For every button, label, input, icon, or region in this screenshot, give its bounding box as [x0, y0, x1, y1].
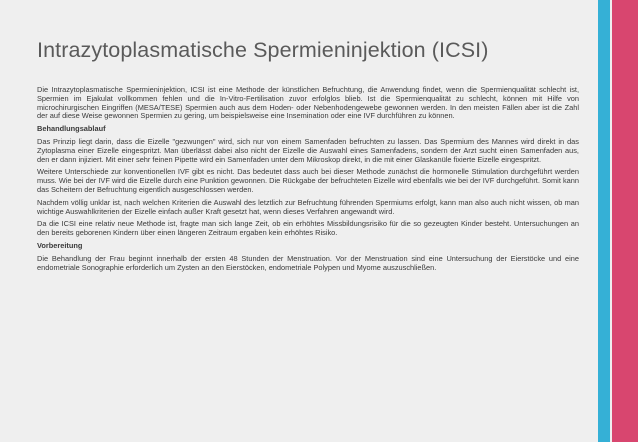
paragraph-preparation: Die Behandlung der Frau beginnt innerhalb der ersten 48 Stunden der Menstruation. Vor der Menstruation sind eine Untersuchung der Eierstöcke und eine endometriale Sonographie erforderlich um Zysten an den Eierstöcken, endometriale Polypen und Myome auszuschließen. [37, 253, 579, 272]
heading-vorbereitung: Vorbereitung [37, 240, 83, 250]
slide-title: Intrazytoplasmatische Spermieninjektion (ICSI) [37, 38, 489, 62]
paragraph-intro: Die Intrazytoplasmatische Spermieninjektion, ICSI ist eine Methode der künstlichen Befruchtung, die Anwendung findet, wenn die Spermienqualität schlecht ist, Spermien im Ejakulat vollkommen fehlen und die In-Vitro-Fertilisation zuvor erfolglos blieb. Ist die Spermienqualität zu schlecht, können mit Hilfe von microchirurgischen Eingriffen (MESA/TESE) Spermien auch aus dem Hoden- oder Nebenhodengewebe gewonnen werden. In den meisten Fällen aber ist die Zahl der auf diese Weise gewonnen Spermien zu gering, um beispielsweise eine Insemination oder eine IVF durchführen zu können. [37, 85, 579, 121]
paragraph-differences: Weitere Unterschiede zur konventionellen IVF gibt es nicht. Das bedeutet dass auch bei dieser Methode zunächst die hormonelle Stimulation durchgeführt werden muss. Wie bei der IVF wird die Eizelle durch eine Punktion gewonnen. Die Rückgabe der befruchteten Eizelle wird ebenfalls wie bei der IVF durchgeführt. Somit kann das Scheitern der Befruchtung eigentlich ausgeschlossen werden. [37, 167, 579, 194]
paragraph-principle: Das Prinzip liegt darin, dass die Eizelle "gezwungen" wird, sich nur von einem Samenfaden befruchten zu lassen. Das Spermium des Mannes wird direkt in das Zytoplasma einer Eizelle eingespritzt. Man überlässt dabei also nicht der Eizelle die Auswahl eines Samenfadens, sondern der Arzt sucht einen Samenfaden aus, den er dann injiziert. Mit einer sehr feinen Pipette wird ein Samenfaden unter dem Mikroskop direkt, in die mit einer Glaskanüle fixierte Eizelle eingespritzt. [37, 136, 579, 164]
paragraph-risk: Da die ICSI eine relativ neue Methode ist, fragte man sich lange Zeit, ob ein erhöhtes Missbildungsrisiko für die so gezeugten Kinder besteht. Untersuchungen an den bereits geborenen Kindern über einen längeren Zeitraum ergaben kein erhöhtes Risiko. [37, 219, 579, 238]
accent-bar-blue [598, 0, 610, 442]
paragraph-criteria: Nachdem völlig unklar ist, nach welchen Kriterien die Auswahl des letztlich zur Befruchtung führenden Spermiums erfolgt, kann man also auch nicht wissen, ob man wichtige Auswahlkriterien der Eizelle einfach außer Kraft gesetzt hat, wenn dieses Verfahren angewandt wird. [37, 197, 579, 216]
slide-content [37, 38, 579, 276]
heading-behandlungsablauf: Behandlungsablauf [37, 124, 106, 134]
accent-bar-pink [612, 0, 638, 442]
